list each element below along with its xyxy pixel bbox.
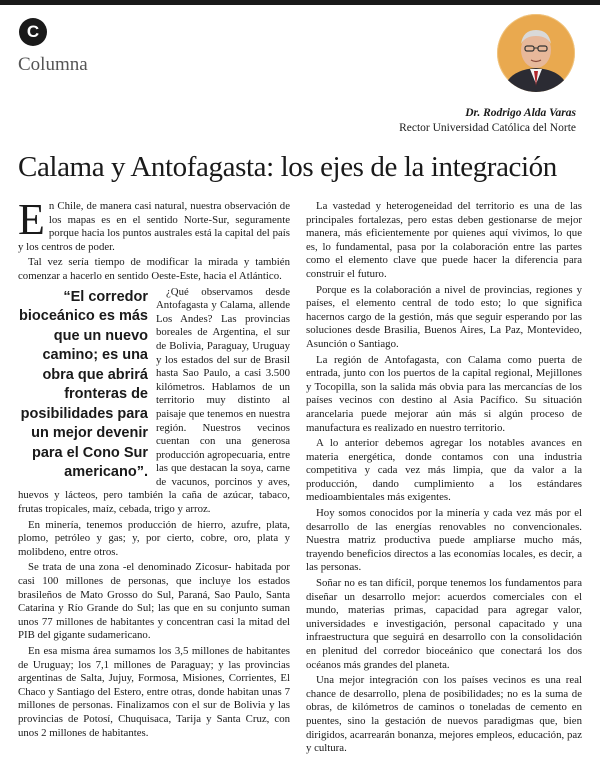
pull-quote: “El corredor bioceánico es más que un nuevo camino; es una obra que abrirá fronteras de posibilidades para un mejor devenir para el Cono Sur americano”. xyxy=(19,288,148,481)
paragraph: Hoy somos conocidos por la minería y cada vez más por el desarrollo de las energías renovables no convencionales. Nuestra matriz productiva puede ampliarse mucho más, trayendo beneficios directos a las economías locales, es decir, a las personas. xyxy=(306,507,582,574)
section-label: Columna xyxy=(18,54,88,75)
article-column-left xyxy=(18,195,290,742)
paragraph: Porque es la colaboración a nivel de provincias, regiones y países, el elemento central de todo esto; lo que significa hacernos cargo de la gestión, más que seguir esperando por las soluciones desde Brasilia, Buenos Aires, La Paz, Montevideo, Asunción o Santiago. xyxy=(306,283,582,350)
badge-letter: C xyxy=(26,22,40,41)
article-headline: Calama y Antofagasta: los ejes de la integración xyxy=(18,151,557,183)
paragraph: En minería, tenemos producción de hierro, azufre, plata, plomo, petróleo y gas; y, por cierto, cobre, oro, plata y molibdeno, entre otros. xyxy=(18,518,290,558)
paragraph: A lo anterior debemos agregar los notables avances en materia energética, donde contamos con una industria competitiva y cada vez más limpia, que da valor a la producción, dando cumplimiento a los estándares medioambientales más exigentes. xyxy=(306,437,582,504)
drop-cap: E xyxy=(18,195,45,244)
paragraph: En esa misma área sumamos los 3,5 millones de habitantes de Uruguay; los 7,1 millones de Paraguay; y las provincias argentinas de Salta, Jujuy, Formosa, Misiones, Corrientes, El Chaco y Santiago del Estero, entre otras, donde habitan unas 7 millones de personas. Finalizamos con el sur de Bolivia y las provincias de Potosí, Chuquisaca, Tarija y Santa Cruz, con unos 2 millones de habitantes. xyxy=(18,645,290,739)
paragraph: La vastedad y heterogeneidad del territorio es una de las principales fortalezas, pero estas deben gestionarse de mejor manera, más eficientemente por quienes aquí vivimos, lo que es, lo fundamental, pasa por la colaboración entre las partes como el elemento clave que puede hacer la diferencia para construir el futuro. xyxy=(306,200,582,280)
column-badge-icon xyxy=(19,18,47,46)
author-byline xyxy=(399,106,576,136)
article-column-right xyxy=(306,200,582,758)
paragraph: Tal vez sería tiempo de modificar la mirada y también comenzar a hacerlo en sentido Oeste-Este, hacia el Atlántico. xyxy=(18,256,290,282)
author-portrait-icon xyxy=(497,14,575,92)
top-rule xyxy=(0,0,600,5)
paragraph: Una mejor integración con los países vecinos es una real chance de desarrollo, plena de posibilidades; no es la suma de obras, de kilómetros de caminos o toneladas de cemento en puentes, sino la gestación de nuevos paradigmas que, bien dirigidos, acarrearán bonanza, mejores empleos, educación, paz y cultura. xyxy=(306,674,582,755)
paragraph: Soñar no es tan difícil, porque tenemos los fundamentos para diseñar un desarrollo mejor: acuerdos comerciales con el mundo, materias primas, capacidad para agregar valor, universidades e investigación, personal capacitado y una infraestructura que seguirá en desarrollo con la consolidación en plenitud del corredor bioceánico que conectará los dos océanos más grandes del planeta. xyxy=(306,577,582,671)
paragraph: La región de Antofagasta, con Calama como puerta de entrada, junto con los puertos de la capital regional, Mejillones y Tocopilla, son la salida más obvia para las mercancías de los países vecinos con destino al Asia Pacífico. Su situación arancelaria puede mejorar aún más si algún proceso de manufactura es realizado en nuestro territorio. xyxy=(306,353,582,434)
paragraph: En Chile, de manera casi natural, nuestra observación de los mapas es en el sentido Norte-Sur, seguramente porque hacia los puntos australes está la capital del país y los centros de poder. xyxy=(18,195,290,253)
author-name: Dr. Rodrigo Alda Varas xyxy=(465,107,576,119)
paragraph: “El corredor bioceánico es más que un nuevo camino; es una obra que abrirá fronteras de posibilidades para un mejor devenir para el Cono Sur americano”. ¿Qué observamos desde Antofagasta y Calama, allende Los Andes? Las provincias boreales de Argentina, el sur de Bolivia, Paraguay, Uruguay y los estados del sur de Brasil hasta Sao Paulo, a casi 3.500 kilómetros. Hablamos de un territorio muy distinto al paisaje que tenemos en nuestra región. Nuestros vecinos cuentan con una generosa producción agropecuaria, entre las que destacan la soya, carne de vacunos, porcinos y aves, huevos y lácteos, pero también la caña de azúcar, tabaco, frutas tropicales, maíz, cebada, trigo y arroz. xyxy=(18,285,290,516)
author-title: Rector Universidad Católica del Norte xyxy=(399,122,576,134)
author-photo xyxy=(497,14,575,92)
paragraph: Se trata de una zona -el denominado Zicosur- habitada por casi 100 millones de personas, que incluye los estados brasileños de Mato Grosso do Sul, Paraná, Sao Paulo, Santa Catarina y Río Grande do Sul; las que en su conjunto suman unos 77 millones de habitantes y concentran casi la mitad del PIB del gigante sudamericano. xyxy=(18,561,290,642)
